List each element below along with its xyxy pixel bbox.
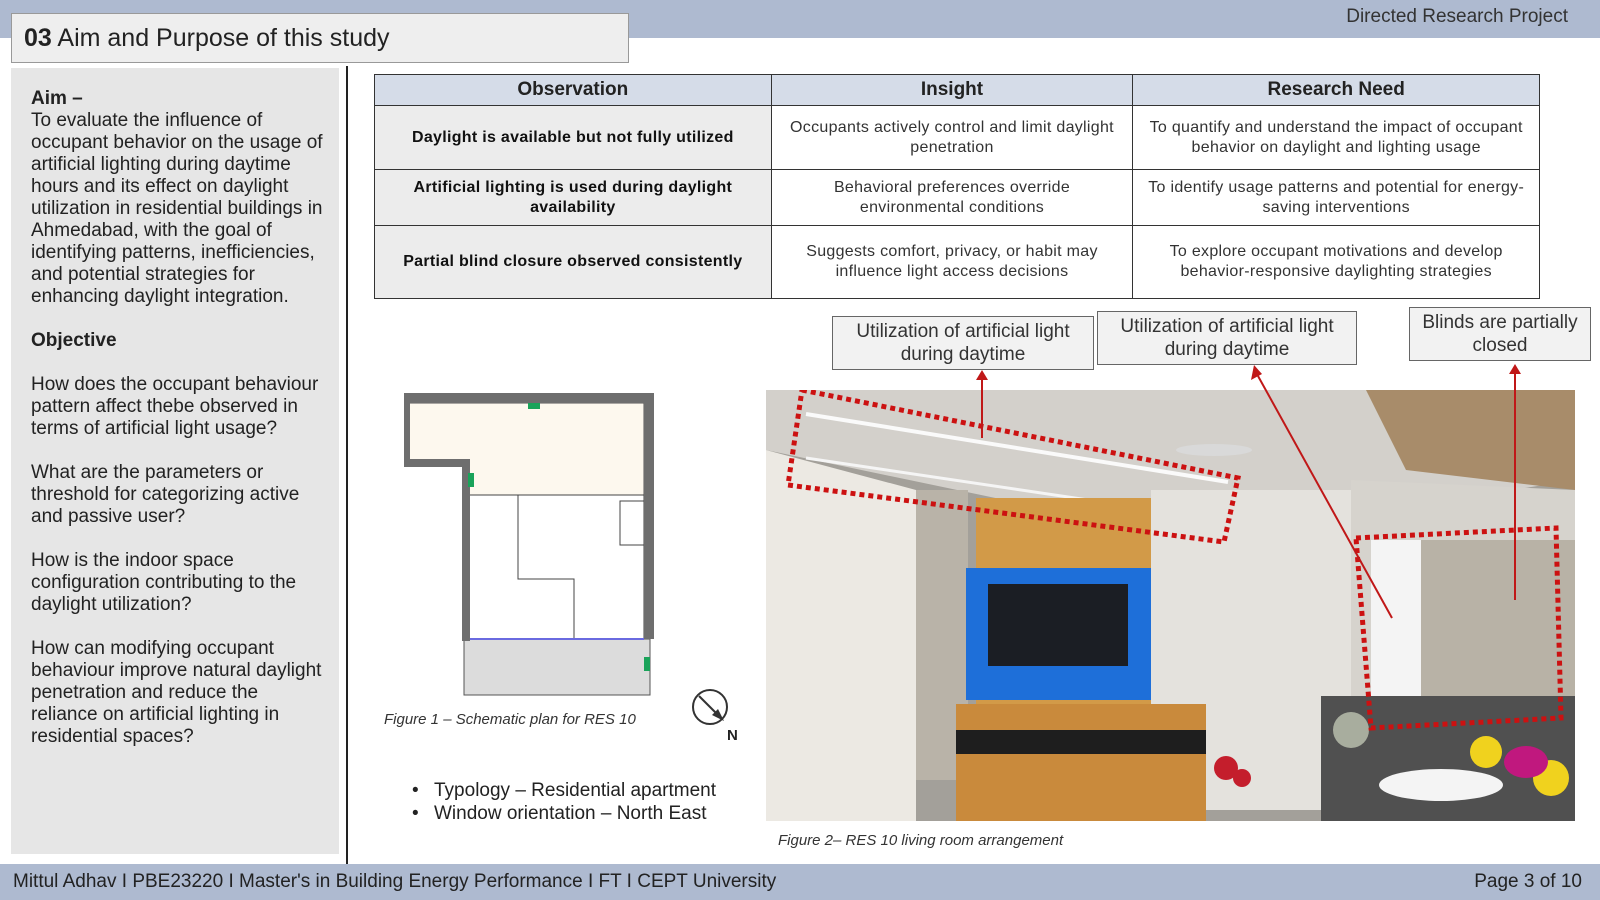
- section-number: 03: [24, 24, 52, 52]
- callout-blinds: Blinds are partially closed: [1409, 307, 1591, 361]
- research-need-cell: To explore occupant motivations and develop behavior-responsive daylighting strategies: [1133, 226, 1540, 299]
- observation-cell: Partial blind closure observed consistently: [375, 226, 772, 299]
- objective-heading: Objective: [31, 330, 117, 351]
- research-need-cell: To quantify and understand the impact of occupant behavior on daylight and lighting usage: [1133, 106, 1540, 170]
- observation-cell: Daylight is available but not fully utilized: [375, 106, 772, 170]
- list-item: • Typology – Residential apartment: [412, 779, 716, 802]
- objective-question: How does the occupant behaviour pattern affect thebe observed in terms of artificial light usage?: [31, 374, 319, 439]
- aim-heading: Aim –: [31, 88, 83, 109]
- callout-artificial-light-1: Utilization of artificial light during daytime: [832, 316, 1094, 370]
- section-title: Aim and Purpose of this study: [57, 24, 390, 52]
- figure-1-caption: Figure 1 – Schematic plan for RES 10: [384, 711, 636, 728]
- list-item: • Window orientation – North East: [412, 802, 716, 825]
- objective-question: What are the parameters or threshold for categorizing active and passive user?: [31, 462, 300, 527]
- observation-cell: Artificial lighting is used during daylight availability: [375, 170, 772, 226]
- insight-cell: Behavioral preferences override environmental conditions: [771, 170, 1133, 226]
- aim-text: To evaluate the influence of occupant behavior on the usage of artificial lighting during daytime hours and its effect on daylight utilization in residential buildings in Ahmedabad, with the goal of identifying patterns, inefficiencies, and potential strategies for enhancing daylight integration.: [31, 110, 323, 307]
- footer-band: [0, 864, 1600, 900]
- insight-cell: Occupants actively control and limit daylight penetration: [771, 106, 1133, 170]
- insight-cell: Suggests comfort, privacy, or habit may influence light access decisions: [771, 226, 1133, 299]
- objective-question: How is the indoor space configuration contributing to the daylight utilization?: [31, 550, 297, 615]
- page-number: Page 3 of 10: [1474, 871, 1582, 892]
- figure-2-caption: Figure 2– RES 10 living room arrangement: [778, 832, 1064, 849]
- callout-artificial-light-2: Utilization of artificial light during daytime: [1097, 311, 1357, 365]
- column-header: Observation: [375, 75, 772, 106]
- research-need-cell: To identify usage patterns and potential for energy-saving interventions: [1133, 170, 1540, 226]
- project-label: Directed Research Project: [1346, 6, 1568, 27]
- column-header: Insight: [771, 75, 1133, 106]
- objective-question: How can modifying occupant behaviour improve natural daylight penetration and reduce the reliance on artificial lighting in residential spaces?: [31, 638, 322, 747]
- north-label: N: [727, 727, 738, 744]
- footer-author: Mittul Adhav I PBE23220 I Master's in Building Energy Performance I FT I CEPT University: [13, 871, 777, 892]
- column-header: Research Need: [1133, 75, 1540, 106]
